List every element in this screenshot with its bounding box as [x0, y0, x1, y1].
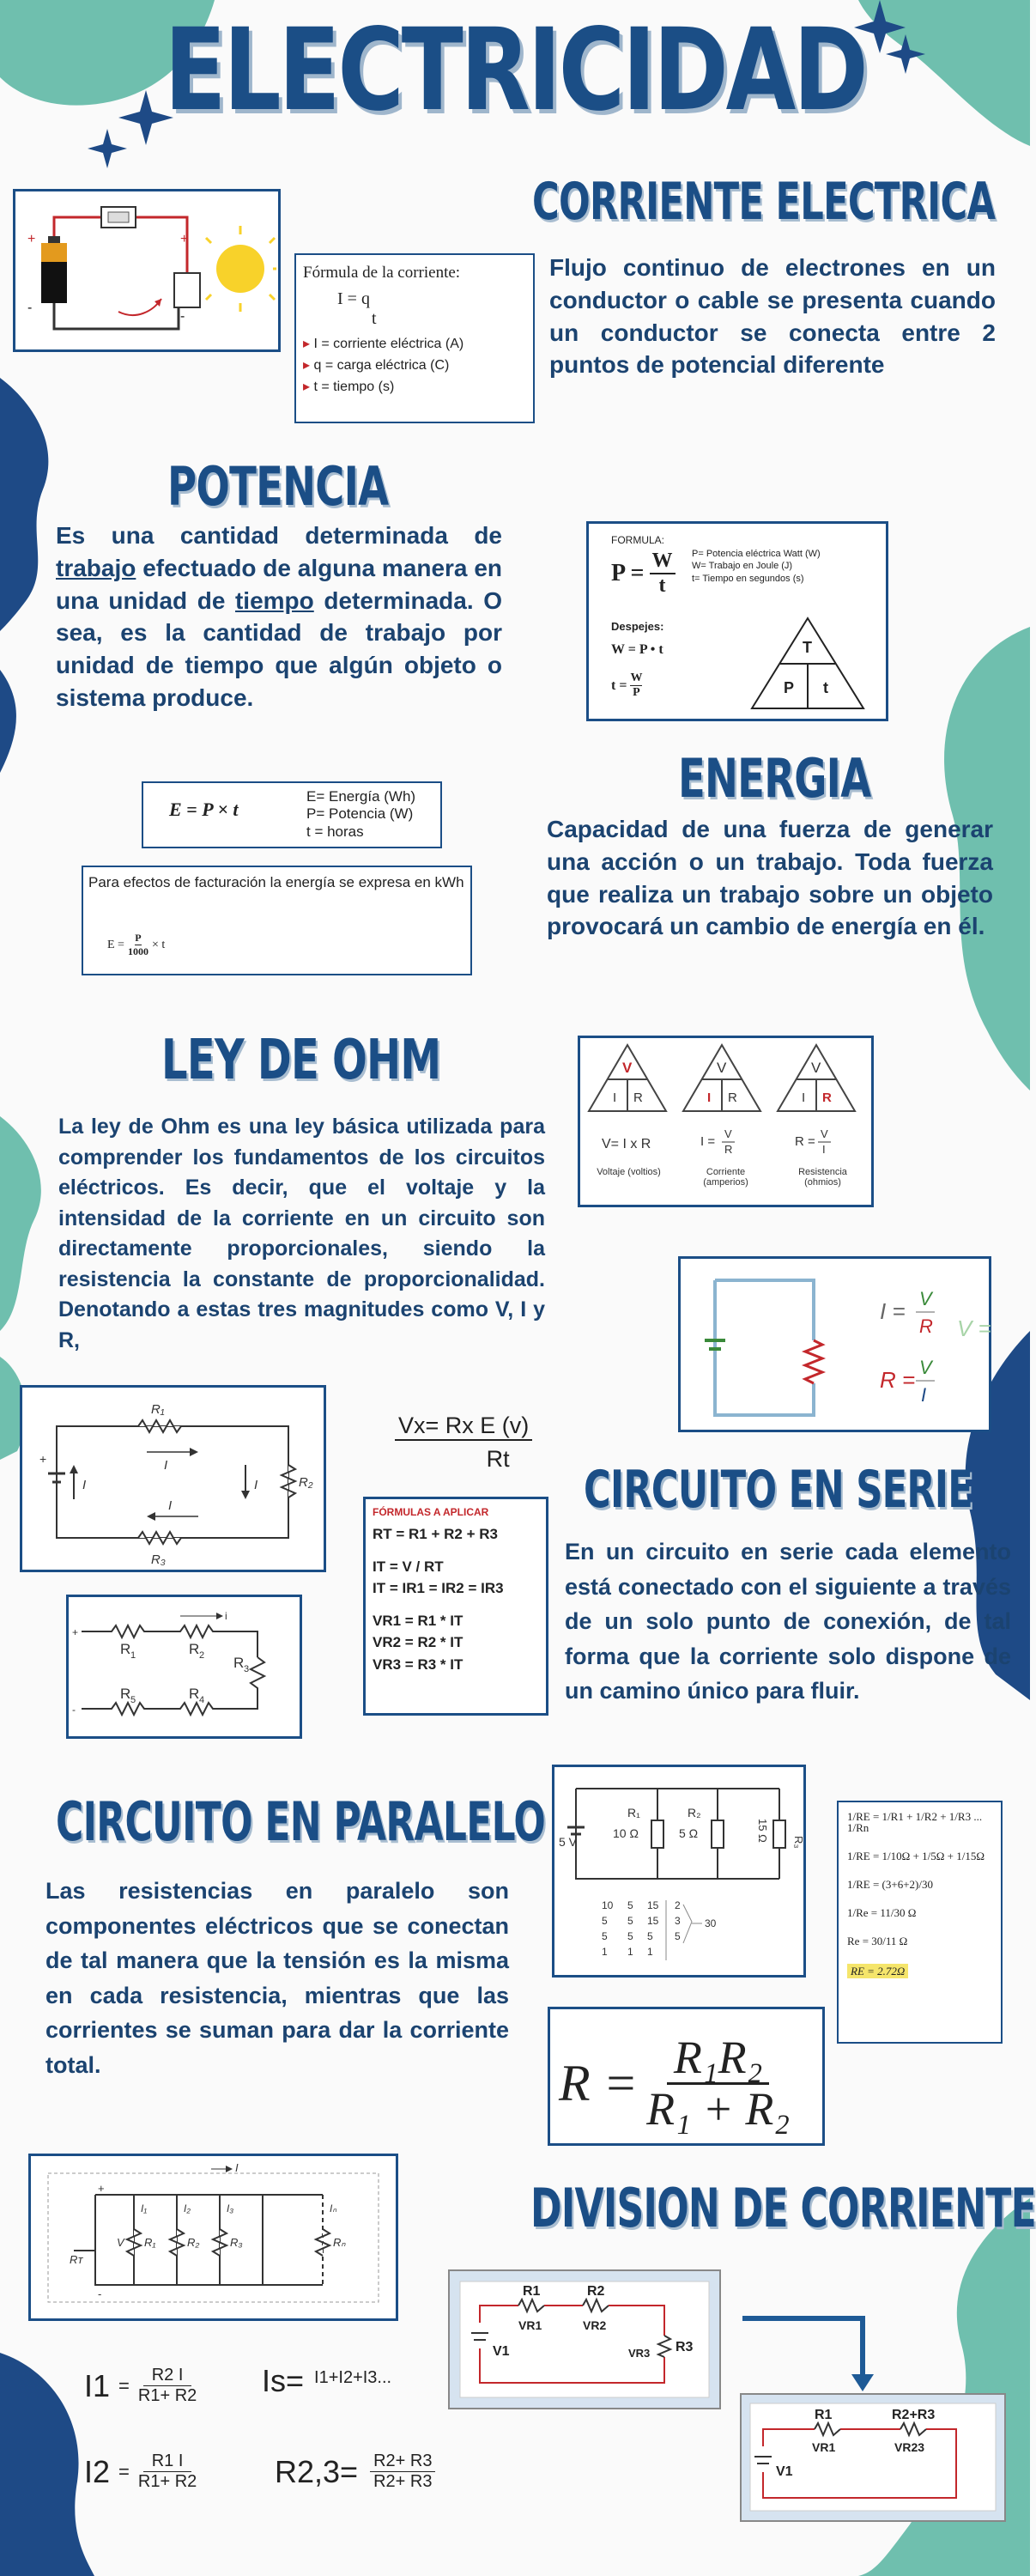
par-t-2-0: 5 — [602, 1930, 608, 1942]
par-t-1-3: 3 — [675, 1915, 681, 1927]
circ1-i-left: I — [82, 1478, 87, 1492]
par-big-num: R₁R₂ — [667, 2033, 770, 2085]
par-t-1-1: 5 — [627, 1915, 633, 1927]
potencia-despejes: Despejes: — [611, 620, 664, 633]
division-circuit-2 — [740, 2393, 1006, 2522]
corriente-bullet-3: ▸ t = tiempo (s) — [303, 379, 395, 394]
div-i2-den: R1+ R2 — [137, 2472, 197, 2491]
svg-text:-: - — [98, 2287, 102, 2300]
ohm-big-r1: R — [919, 1315, 933, 1337]
ohm-heading: LEY DE OHM — [161, 1029, 441, 1092]
par-calc-1: 1/RE = 1/R1 + 1/R2 + 1/R3 ... 1/Rn — [847, 1810, 983, 1834]
circ2-i: i — [225, 1610, 227, 1622]
div-is-label: Is= — [262, 2363, 305, 2398]
par-calc-6: RE = 2.72Ω — [847, 1964, 908, 1978]
division-heading: DIVISION DE CORRIENTE — [530, 2177, 1036, 2239]
div-r23-label: R2,3= — [275, 2453, 359, 2489]
ohm-big-r: R = — [880, 1367, 916, 1393]
potencia-heading: POTENCIA — [167, 455, 389, 518]
par-r1: R₁ — [627, 1806, 640, 1820]
potencia-formula-t: t — [658, 574, 666, 597]
paralelo-heading: CIRCUITO EN PARALELO — [56, 1790, 546, 1853]
ohm-triangles-box — [578, 1036, 874, 1207]
ohm-tri2-i: I — [707, 1091, 712, 1105]
par-big-r: R = — [559, 2054, 639, 2111]
ohm-f2-l: I = — [700, 1134, 716, 1149]
par2-i: I — [235, 2161, 239, 2174]
par-big-den: R₁ + R₂ — [646, 2082, 791, 2135]
serie-heading: CIRCUITO EN SERIE — [584, 1460, 973, 1520]
division-arrow-icon — [738, 2310, 875, 2396]
par2-i3: I₃ — [227, 2202, 234, 2215]
par-t-2-2: 5 — [647, 1930, 653, 1942]
ohm-tri2-v: V — [717, 1060, 727, 1076]
par2-v: V — [117, 2236, 124, 2249]
formulas-title: FÓRMULAS A APLICAR — [373, 1506, 489, 1518]
par-v: 5 V — [559, 1835, 578, 1849]
par-r2v: 5 Ω — [679, 1826, 699, 1840]
ohm-f3-n: V — [821, 1127, 828, 1140]
div-i1-den: R1+ R2 — [137, 2386, 197, 2405]
div2-r23: R2+R3 — [892, 2408, 936, 2422]
ohm-tri1-r: R — [633, 1091, 643, 1105]
svg-text:+: + — [72, 1626, 79, 1638]
page-title: ELECTRICIDAD — [164, 4, 866, 137]
ohm-tri1-v: V — [622, 1060, 633, 1076]
div-i2-num: R1 I — [143, 2451, 192, 2472]
circ1-i-right: I — [254, 1478, 258, 1492]
potencia-desp2-d: P — [633, 686, 640, 699]
par-r2: R₂ — [688, 1806, 701, 1820]
par-t-3-0: 1 — [602, 1946, 608, 1958]
triangle-left: P — [784, 679, 795, 696]
div-i1-eq: = — [118, 2374, 130, 2397]
div1-vr3: VR3 — [628, 2347, 651, 2360]
par-calc-3: 1/RE = (3+6+2)/30 — [847, 1878, 933, 1891]
paralelo-text: Las resistencias en paralelo son componentes eléctricos que se conectan de tal manera que la tensión es la misma en cada resistencia, mientras que las corrientes se suman para dar la corriente total. — [45, 1878, 509, 2078]
corriente-formula: I = q — [337, 289, 370, 308]
div-i2-eq: = — [118, 2460, 130, 2482]
energia-billing-t: × t — [151, 938, 166, 951]
ohm-label-resistencia: Resistencia (ohmios) — [798, 1167, 847, 1188]
par2-i2: I₂ — [184, 2202, 191, 2215]
division-circuit-2-icon — [742, 2395, 1004, 2520]
corriente-formula-title: Fórmula de la corriente: — [303, 264, 461, 282]
circ2-r5: R — [120, 1686, 131, 1702]
potencia-formula-p: P = — [611, 560, 645, 586]
ohm-tri2-r: R — [728, 1091, 737, 1105]
circ2-s1: 1 — [130, 1650, 136, 1661]
potencia-legend-2: W= Trabajo en Joule (J) — [692, 561, 793, 572]
par2-r2: R₂ — [187, 2236, 200, 2249]
svg-text:+: + — [98, 2182, 105, 2195]
corriente-text: Flujo continuo de electrones en un conductor o cable se presenta cuando un conductor se conecta entre 2 puntos de potencial diferente — [549, 254, 996, 379]
div1-vr2: VR2 — [583, 2318, 607, 2332]
battery-circuit-icon — [15, 191, 278, 349]
circ2-r3: R — [233, 1655, 245, 1671]
formula-line-8: VR3 = R3 * IT — [373, 1656, 463, 1673]
energia-billing-box — [82, 866, 472, 975]
vx-numerator: Vx= Rx E (v) — [395, 1413, 532, 1441]
circ2-r1: R — [120, 1641, 131, 1657]
svg-text:-: - — [27, 301, 33, 315]
series-circuit-2-icon — [69, 1597, 300, 1736]
series-circuit-diagram-1 — [20, 1385, 326, 1572]
ohm-label-corriente: Corriente (amperios) — [703, 1167, 748, 1188]
potencia-formula-label: FORMULA: — [611, 534, 665, 546]
svg-text:+: + — [39, 1452, 47, 1466]
division-circuit-1 — [448, 2269, 721, 2409]
energia-legend-2: P= Potencia (W) — [306, 805, 414, 823]
ohm-text: La ley de Ohm es una ley básica utilizada para comprender los fundamentos de los circuitos eléctricos. Es decir, que el voltaje y la intensidad de la corriente en un circuito son directamente proporcionales, siendo la resistencia la constante de proporcionalidad. Denotando a estas tres magnitudes como V, I y R, — [58, 1115, 545, 1352]
div-i1-label: I1 — [84, 2367, 111, 2403]
svg-text:+: + — [27, 232, 36, 246]
ohm-f2-d: R — [724, 1143, 733, 1156]
parallel-big-formula-box — [548, 2007, 825, 2146]
energia-text: Capacidad de una fuerza de generar una acción o un trabajo. Toda fuerza que realiza un trabajo sobre un objeto provocará un cambio de energía en él. — [547, 816, 993, 940]
corriente-formula-den: t — [372, 309, 377, 328]
circ1-r2: R₂ — [299, 1475, 313, 1490]
ohm-f3-l: R = — [795, 1134, 815, 1149]
circ1-i-bottom: I — [168, 1498, 173, 1513]
circ2-r4: R — [189, 1686, 200, 1702]
div2-v1: V1 — [776, 2464, 793, 2479]
div-i2-label: I2 — [84, 2453, 111, 2489]
triangle-right: t — [823, 679, 828, 696]
par-t-0-1: 5 — [627, 1899, 633, 1911]
par-t-0-3: 2 — [675, 1899, 681, 1911]
par-t-1-0: 5 — [602, 1915, 608, 1927]
energia-billing-n: P — [135, 932, 142, 944]
parallel-circuit-2-box — [28, 2154, 398, 2321]
par2-r3: R₃ — [230, 2236, 243, 2249]
formula-line-4: IT = IR1 = IR2 = IR3 — [373, 1580, 504, 1596]
link-trabajo[interactable]: trabajo — [56, 554, 136, 581]
par-t-3-2: 1 — [647, 1946, 653, 1958]
potencia-text: Es una cantidad determinada de trabajo efectuado de alguna manera en una unidad de tiempo determinada. O sea, es la cantidad de trabajo por unidad de tiempo que algún objeto o sistema produce. — [56, 522, 502, 711]
parallel-circuit-2-icon — [31, 2156, 396, 2318]
formula-line-7: VR2 = R2 * IT — [373, 1634, 463, 1650]
div2-r1: R1 — [815, 2408, 833, 2422]
div2-vr23: VR23 — [894, 2440, 925, 2454]
potencia-desp1: W = P • t — [611, 642, 663, 657]
parallel-calc-box — [837, 1801, 1003, 2044]
division-circuit-1-icon — [450, 2271, 719, 2408]
formula-line-3: IT = V / RT — [373, 1558, 444, 1575]
div1-r1: R1 — [523, 2284, 541, 2299]
triangle-top: T — [803, 639, 812, 656]
div1-r2: R2 — [587, 2284, 605, 2299]
par2-rn: Rₙ — [333, 2236, 346, 2249]
circ1-r3: R₃ — [151, 1552, 166, 1567]
circ2-s4: 4 — [199, 1695, 205, 1705]
par2-r1: R₁ — [144, 2236, 156, 2249]
circ2-s2: 2 — [199, 1650, 205, 1661]
par-table — [602, 1899, 717, 1958]
ohm-big-i: I = — [880, 1298, 906, 1324]
div1-vr1: VR1 — [518, 2318, 542, 2332]
par-t-3-1: 1 — [627, 1946, 633, 1958]
par-t-2-1: 5 — [627, 1930, 633, 1942]
ohm-big-v1: V — [919, 1288, 932, 1309]
ohm-circuit-icon — [681, 1259, 989, 1430]
ohm-big-v: V = — [957, 1315, 991, 1341]
ohm-big-i2: I — [921, 1384, 927, 1406]
corriente-bullet-1: ▸ I = corriente eléctrica (A) — [303, 337, 464, 351]
potencia-formula-box — [586, 521, 888, 721]
ohm-big-v2: V — [919, 1357, 932, 1378]
circ2-r2: R — [189, 1641, 200, 1657]
par-calc-5: Re = 30/11 Ω — [847, 1935, 908, 1947]
series-circuit-diagram-2 — [66, 1595, 302, 1739]
battery-bulb-illustration — [13, 189, 281, 352]
par-r3: R₃ — [792, 1836, 805, 1849]
div1-r3: R3 — [676, 2340, 694, 2354]
circ1-r1: R₁ — [151, 1402, 165, 1417]
ohm-tri3-r: R — [822, 1091, 832, 1105]
svg-text:+: + — [180, 232, 189, 246]
vx-denominator: Rt — [486, 1446, 510, 1472]
div-r23-num: R2+ R3 — [370, 2451, 435, 2472]
energia-billing-text: Para efectos de facturación la energía se expresa en kWh — [88, 874, 464, 890]
formula-line-6: VR1 = R1 * IT — [373, 1612, 463, 1629]
potencia-desp2-n: W — [630, 671, 643, 684]
ohm-label-voltaje: Voltaje (voltios) — [597, 1167, 661, 1177]
formula-line-1: RT = R1 + R2 + R3 — [373, 1526, 498, 1542]
div2-vr1: VR1 — [812, 2440, 836, 2454]
div-r23-den: R2+ R3 — [373, 2472, 433, 2491]
ohm-tri3-v: V — [811, 1060, 821, 1076]
energia-legend-3: t = horas — [306, 823, 364, 840]
svg-text:-: - — [72, 1704, 76, 1716]
corriente-heading: CORRIENTE ELECTRICA — [532, 172, 996, 232]
circ2-s3: 3 — [244, 1664, 250, 1674]
par-t-0-2: 15 — [647, 1899, 659, 1911]
circ1-i-top: I — [164, 1458, 168, 1473]
potencia-desp2-l: t = — [611, 677, 627, 693]
corriente-bullet-2: ▸ q = carga eléctrica (C) — [303, 357, 450, 373]
energia-formula: E = P × t — [169, 799, 239, 820]
series-circuit-1-icon — [22, 1388, 324, 1570]
parallel-circuit-icon — [554, 1767, 803, 1975]
parallel-circuit-box — [552, 1765, 806, 1978]
svg-text:-: - — [180, 309, 185, 324]
div-is-value: I1+I2+I3... — [314, 2368, 392, 2387]
corriente-formula-box — [294, 253, 535, 423]
ohm-f1: V= I x R — [602, 1137, 651, 1151]
potencia-legend-3: t= Tiempo en segundos (s) — [692, 573, 804, 584]
par2-i1: I₁ — [141, 2202, 148, 2215]
serie-text: En un circuito en serie cada elemento está conectado con el siguiente a través de un solo punto de conexión, de tal forma que la corriente solo dispone de un camino único para fluir. — [565, 1539, 1011, 1704]
potencia-legend-1: P= Potencia eléctrica Watt (W) — [692, 549, 821, 559]
formulas-box — [363, 1497, 548, 1716]
link-tiempo[interactable]: tiempo — [234, 586, 314, 614]
ohm-triangles-icon — [580, 1038, 871, 1205]
power-triangle-icon — [748, 614, 868, 713]
ohm-tri3-i: I — [802, 1091, 806, 1105]
par2-in: Iₙ — [330, 2202, 337, 2215]
par-t-2-3: 5 — [675, 1930, 681, 1942]
ohm-f3-d: I — [822, 1143, 826, 1156]
par-r1v: 10 Ω — [613, 1826, 639, 1840]
energia-formula-box — [142, 781, 442, 848]
ohm-circuit-box — [678, 1256, 991, 1432]
ohm-tri1-i: I — [613, 1091, 617, 1105]
div-i1-num: R2 I — [143, 2366, 192, 2386]
div1-v1: V1 — [493, 2344, 510, 2359]
par-table-result: 30 — [705, 1917, 717, 1929]
ohm-f2-n: V — [724, 1127, 732, 1140]
par-calc-4: 1/Re = 11/30 Ω — [847, 1906, 917, 1919]
energia-legend-1: E= Energía (Wh) — [306, 788, 416, 805]
potencia-formula-w: W — [650, 550, 676, 574]
par-t-1-2: 15 — [647, 1915, 659, 1927]
energia-heading: ENERGIA — [678, 747, 871, 810]
par2-rt: Rᴛ — [70, 2253, 84, 2266]
par-t-0-0: 10 — [602, 1899, 614, 1911]
circ2-s5: 5 — [130, 1695, 136, 1705]
par-calc-2: 1/RE = 1/10Ω + 1/5Ω + 1/15Ω — [847, 1850, 985, 1862]
energia-billing-d: 1000 — [127, 945, 148, 957]
energia-billing-e: E = — [107, 938, 124, 951]
par-r3v: 15 Ω — [756, 1819, 769, 1843]
